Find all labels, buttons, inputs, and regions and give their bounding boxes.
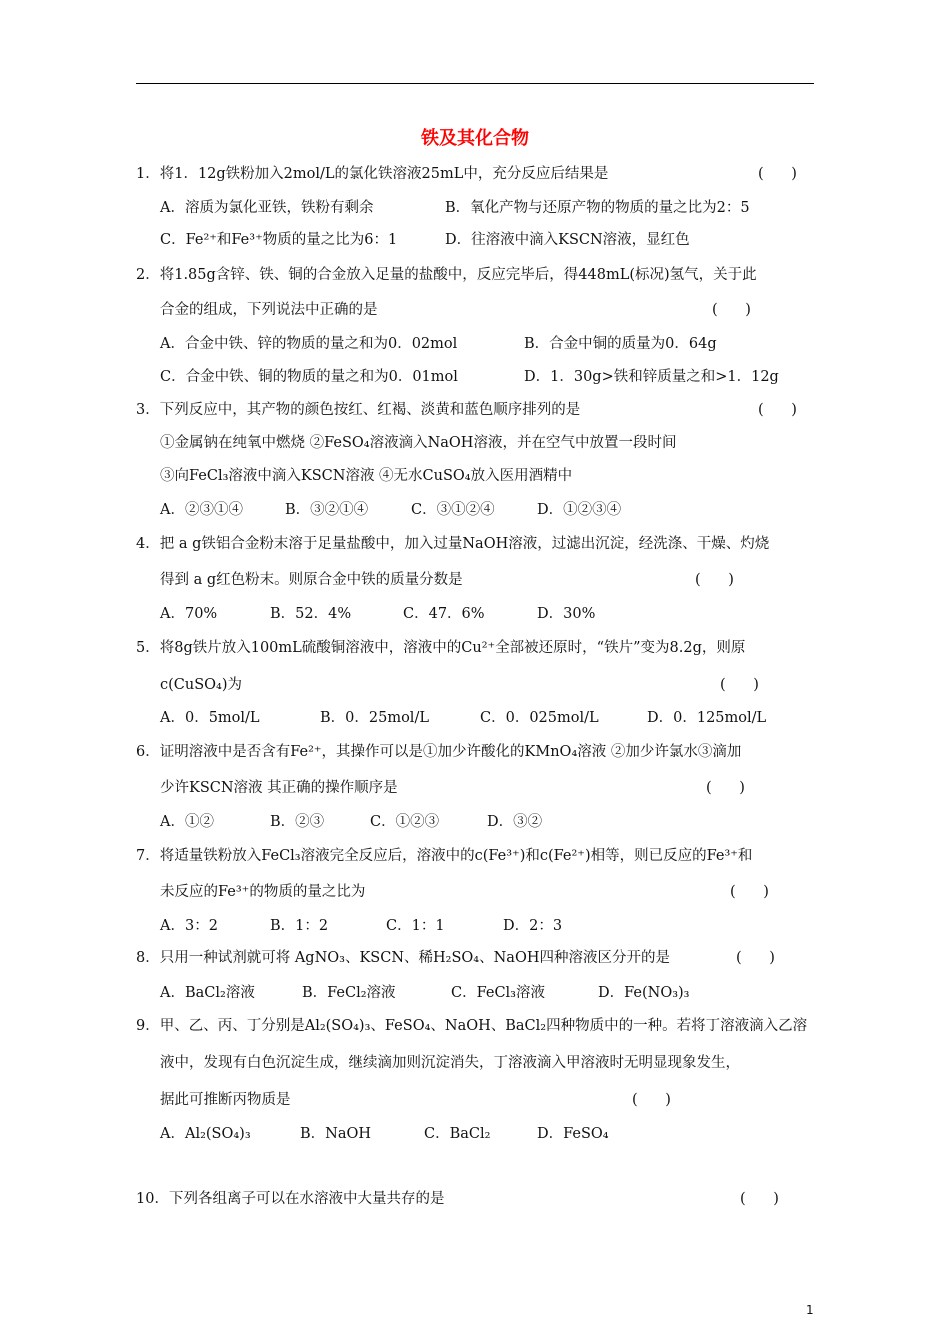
q9-option-a: A．Al₂(SO₄)₃ xyxy=(160,1126,251,1142)
q4-option-b: B．52．4% xyxy=(270,606,352,622)
q7-stem-line2: 未反应的Fe³⁺的物质的量之比为 xyxy=(160,884,366,900)
page-title: 铁及其化合物 xyxy=(421,128,529,149)
q5-option-b: B．0．25mol/L xyxy=(320,710,429,726)
q9-option-c: C．BaCl₂ xyxy=(424,1126,491,1142)
q4-answer-paren: ( ) xyxy=(695,572,734,588)
q5-stem-line1: 5．将8g铁片放入100mL硫酸铜溶液中，溶液中的Cu²⁺全部被还原时，“铁片”变为8.2g，则原 xyxy=(136,640,746,656)
q2-option-c: C．合金中铁、铜的物质的量之和为0．01mol xyxy=(160,369,458,385)
q2-answer-paren: ( ) xyxy=(712,302,751,318)
q8-answer-paren: ( ) xyxy=(736,950,775,966)
q6-option-b: B．②③ xyxy=(270,814,325,830)
q3-option-d: D．①②③④ xyxy=(537,502,622,518)
q5-option-a: A．0．5mol/L xyxy=(160,710,260,726)
q6-option-d: D．③② xyxy=(487,814,543,830)
q7-answer-paren: ( ) xyxy=(730,884,769,900)
q4-option-a: A．70% xyxy=(160,606,218,622)
q6-answer-paren: ( ) xyxy=(706,780,745,796)
q2-stem-line1: 2．将1.85g含锌、铁、铜的合金放入足量的盐酸中，反应完毕后，得448mL(标况)氢气，关于此 xyxy=(136,267,757,283)
q4-option-d: D．30% xyxy=(537,606,596,622)
q3-option-a: A．②③①④ xyxy=(160,502,243,518)
page-number: 1 xyxy=(806,1303,814,1317)
q8-option-b: B．FeCl₂溶液 xyxy=(302,985,396,1001)
q3-option-c: C．③①②④ xyxy=(411,502,495,518)
q1-stem: 1．将1．12g铁粉加入2mol/L的氯化铁溶液25mL中，充分反应后结果是 xyxy=(136,166,609,182)
q4-stem-line2: 得到 a g红色粉末。则原合金中铁的质量分数是 xyxy=(160,572,463,588)
q2-option-b: B．合金中铜的质量为0．64g xyxy=(524,336,717,352)
q8-option-c: C．FeCl₃溶液 xyxy=(451,985,545,1001)
q7-option-c: C．1：1 xyxy=(386,918,445,934)
q9-option-b: B．NaOH xyxy=(300,1126,372,1142)
q7-stem-line1: 7．将适量铁粉放入FeCl₃溶液完全反应后，溶液中的c(Fe³⁺)和c(Fe²⁺)相等，则已反应的Fe³⁺和 xyxy=(136,848,753,864)
q4-stem-line1: 4．把 a g铁铝合金粉末溶于足量盐酸中，加入过量NaOH溶液，过滤出沉淀，经洗涤、干燥、灼烧 xyxy=(136,536,770,552)
q3-item-line1: ①金属钠在纯氧中燃烧 ②FeSO₄溶液滴入NaOH溶液，并在空气中放置一段时间 xyxy=(160,435,677,451)
q3-option-b: B．③②①④ xyxy=(285,502,369,518)
q1-option-c: C．Fe²⁺和Fe³⁺物质的量之比为6：1 xyxy=(160,232,398,248)
q8-stem: 8．只用一种试剂就可将 AgNO₃、KSCN、稀H₂SO₄、NaOH四种溶液区分开的是 xyxy=(136,950,670,966)
q1-option-a: A．溶质为氯化亚铁，铁粉有剩余 xyxy=(160,200,374,216)
q6-stem-line1: 6．证明溶液中是否含有Fe²⁺，其操作可以是①加少许酸化的KMnO₄溶液 ②加少许氯水③滴加 xyxy=(136,744,742,760)
q3-stem: 3．下列反应中，其产物的颜色按红、红褐、淡黄和蓝色顺序排列的是 xyxy=(136,402,581,418)
q9-option-d: D．FeSO₄ xyxy=(537,1126,609,1142)
q9-answer-paren: ( ) xyxy=(632,1092,671,1108)
q8-option-d: D．Fe(NO₃)₃ xyxy=(598,985,690,1001)
q8-option-a: A．BaCl₂溶液 xyxy=(160,985,255,1001)
q5-option-c: C．0．025mol/L xyxy=(480,710,599,726)
q7-option-d: D．2：3 xyxy=(503,918,563,934)
q3-answer-paren: ( ) xyxy=(758,402,797,418)
q9-stem-line2: 液中，发现有白色沉淀生成，继续滴加则沉淀消失，丁溶液滴入甲溶液时无明显现象发生， xyxy=(160,1055,740,1071)
q9-stem-line1: 9．甲、乙、丙、丁分别是Al₂(SO₄)₃、FeSO₄、NaOH、BaCl₂四种物质中的一种。若将丁溶液滴入乙溶 xyxy=(136,1018,808,1034)
q6-option-c: C．①②③ xyxy=(370,814,440,830)
q7-option-a: A．3：2 xyxy=(160,918,218,934)
q5-option-d: D．0．125mol/L xyxy=(647,710,767,726)
q3-item-line2: ③向FeCl₃溶液中滴入KSCN溶液 ④无水CuSO₄放入医用酒精中 xyxy=(160,468,573,484)
header-rule xyxy=(136,83,814,84)
q2-option-d: D．1．30g>铁和锌质量之和>1．12g xyxy=(524,369,779,385)
q2-option-a: A．合金中铁、锌的物质的量之和为0．02mol xyxy=(160,336,458,352)
q5-stem-line2: c(CuSO₄)为 xyxy=(160,677,243,693)
q1-option-b: B．氧化产物与还原产物的物质的量之比为2：5 xyxy=(445,200,750,216)
q9-stem-line3: 据此可推断丙物质是 xyxy=(160,1092,291,1108)
q1-answer-paren: ( ) xyxy=(758,166,797,182)
q6-stem-line2: 少许KSCN溶液 其正确的操作顺序是 xyxy=(160,780,398,796)
q4-option-c: C．47．6% xyxy=(403,606,485,622)
q2-stem-line2: 合金的组成，下列说法中正确的是 xyxy=(160,302,378,318)
q7-option-b: B．1：2 xyxy=(270,918,329,934)
q6-option-a: A．①② xyxy=(160,814,214,830)
q10-answer-paren: ( ) xyxy=(740,1191,779,1207)
q1-option-d: D．往溶液中滴入KSCN溶液，显红色 xyxy=(445,232,690,248)
q10-stem: 10．下列各组离子可以在水溶液中大量共存的是 xyxy=(136,1191,445,1207)
q5-answer-paren: ( ) xyxy=(720,677,759,693)
